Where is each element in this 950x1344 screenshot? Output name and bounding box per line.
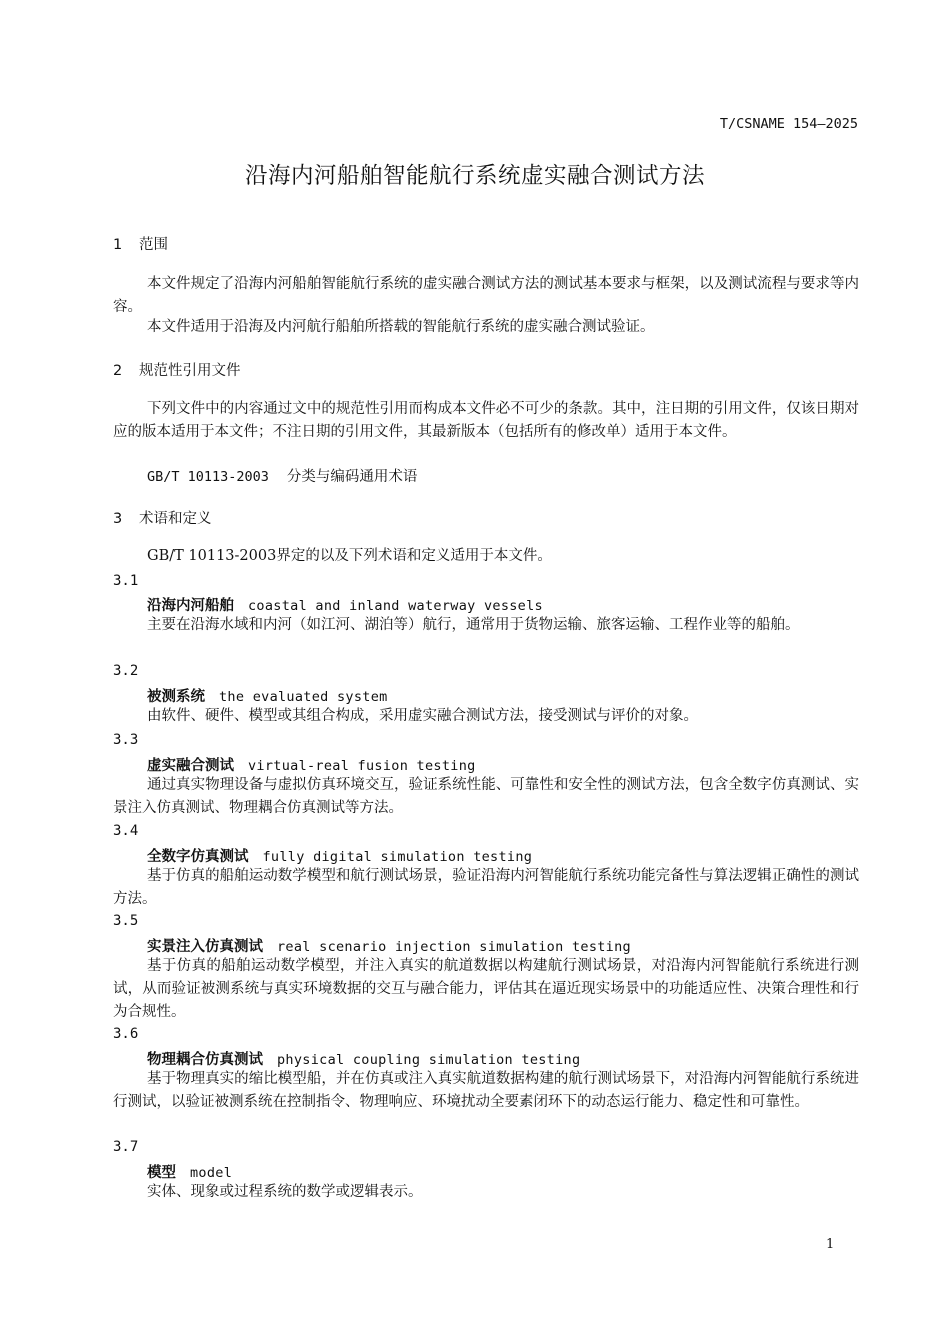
term-definition bbox=[113, 865, 859, 911]
term-definition bbox=[113, 774, 859, 820]
section-3-heading bbox=[113, 507, 212, 528]
term-heading bbox=[147, 935, 631, 956]
normative-reference bbox=[147, 465, 417, 486]
term-zh: 模型 bbox=[147, 1165, 176, 1181]
section-title: 术语和定义 bbox=[139, 511, 212, 527]
section-title: 规范性引用文件 bbox=[139, 363, 241, 379]
term-en: the evaluated system bbox=[219, 689, 388, 705]
term-definition bbox=[113, 1068, 859, 1114]
term-number: 3.1 bbox=[113, 573, 139, 589]
reference-code: GB/T 10113-2003 bbox=[147, 469, 269, 485]
term-heading bbox=[147, 754, 476, 775]
paragraph-text: GB/T 10113-2003界定的以及下列术语和定义适用于本文件。 bbox=[147, 548, 552, 564]
definition-text: 基于仿真的船舶运动数学模型和航行测试场景，验证沿海内河智能航行系统功能完备性与算法逻辑正确性的测试方法。 bbox=[113, 868, 859, 907]
term-en: real scenario injection simulation testing bbox=[277, 939, 631, 955]
definition-text: 实体、现象或过程系统的数学或逻辑表示。 bbox=[147, 1184, 423, 1200]
term-number: 3.4 bbox=[113, 823, 139, 839]
paragraph-text: 本文件适用于沿海及内河航行船舶所搭载的智能航行系统的虚实融合测试验证。 bbox=[147, 319, 655, 335]
paragraph-text: 本文件规定了沿海内河船舶智能航行系统的虚实融合测试方法的测试基本要求与框架，以及测试流程与要求等内容。 bbox=[113, 276, 859, 315]
standard-number: T/CSNAME 154—2025 bbox=[719, 116, 858, 132]
section-1-heading bbox=[113, 233, 168, 254]
term-en: model bbox=[190, 1165, 233, 1181]
term-definition bbox=[113, 1181, 859, 1204]
term-en: coastal and inland waterway vessels bbox=[248, 598, 543, 614]
section-2-paragraph-1 bbox=[113, 398, 859, 444]
term-heading bbox=[147, 594, 543, 615]
definition-text: 由软件、硬件、模型或其组合构成，采用虚实融合测试方法，接受测试与评价的对象。 bbox=[147, 708, 698, 724]
term-heading bbox=[147, 1161, 232, 1182]
section-1-paragraph-1 bbox=[113, 273, 859, 319]
term-zh: 虚实融合测试 bbox=[147, 758, 234, 774]
term-zh: 被测系统 bbox=[147, 689, 205, 705]
definition-text: 主要在沿海水域和内河（如江河、湖泊等）航行，通常用于货物运输、旅客运输、工程作业等的船舶。 bbox=[147, 617, 800, 633]
term-number: 3.6 bbox=[113, 1026, 139, 1042]
section-1-paragraph-2 bbox=[113, 316, 859, 339]
term-zh: 物理耦合仿真测试 bbox=[147, 1052, 263, 1068]
term-heading bbox=[147, 1048, 580, 1069]
section-title: 范围 bbox=[139, 237, 168, 253]
term-heading bbox=[147, 845, 532, 866]
term-number: 3.3 bbox=[113, 732, 139, 748]
definition-text: 通过真实物理设备与虚拟仿真环境交互，验证系统性能、可靠性和安全性的测试方法，包含全数字仿真测试、实景注入仿真测试、物理耦合仿真测试等方法。 bbox=[113, 777, 859, 816]
term-number: 3.7 bbox=[113, 1139, 139, 1155]
section-3-intro bbox=[113, 545, 859, 568]
term-number: 3.2 bbox=[113, 663, 139, 679]
section-number: 3 bbox=[113, 511, 123, 527]
term-zh: 全数字仿真测试 bbox=[147, 849, 249, 865]
definition-text: 基于物理真实的缩比模型船，并在仿真或注入真实航道数据构建的航行测试场景下，对沿海内河智能航行系统进行测试，以验证被测系统在控制指令、物理响应、环境扰动全要素闭环下的动态运行能力、稳定性和可靠性。 bbox=[113, 1071, 859, 1110]
paragraph-text: 下列文件中的内容通过文中的规范性引用而构成本文件必不可少的条款。其中，注日期的引用文件，仅该日期对应的版本适用于本文件；不注日期的引用文件，其最新版本（包括所有的修改单）适用于本文件。 bbox=[113, 401, 859, 440]
term-en: virtual-real fusion testing bbox=[248, 758, 476, 774]
term-number: 3.5 bbox=[113, 913, 139, 929]
term-en: physical coupling simulation testing bbox=[277, 1052, 581, 1068]
section-2-heading bbox=[113, 359, 241, 380]
term-zh: 沿海内河船舶 bbox=[147, 598, 234, 614]
term-en: fully digital simulation testing bbox=[262, 849, 533, 865]
reference-title: 分类与编码通用术语 bbox=[286, 469, 418, 485]
page-number: 1 bbox=[826, 1237, 835, 1252]
section-number: 2 bbox=[113, 363, 123, 379]
definition-text: 基于仿真的船舶运动数学模型，并注入真实的航道数据以构建航行测试场景，对沿海内河智能航行系统进行测试，从而验证被测系统与真实环境数据的交互与融合能力，评估其在逼近现实场景中的功能适应性、决策合理性和行为合规性。 bbox=[113, 958, 859, 1020]
section-number: 1 bbox=[113, 237, 123, 253]
term-heading bbox=[147, 685, 388, 706]
term-zh: 实景注入仿真测试 bbox=[147, 939, 263, 955]
document-title: 沿海内河船舶智能航行系统虚实融合测试方法 bbox=[244, 163, 705, 189]
term-definition bbox=[113, 614, 859, 637]
term-definition bbox=[113, 955, 859, 1024]
term-definition bbox=[113, 705, 859, 728]
